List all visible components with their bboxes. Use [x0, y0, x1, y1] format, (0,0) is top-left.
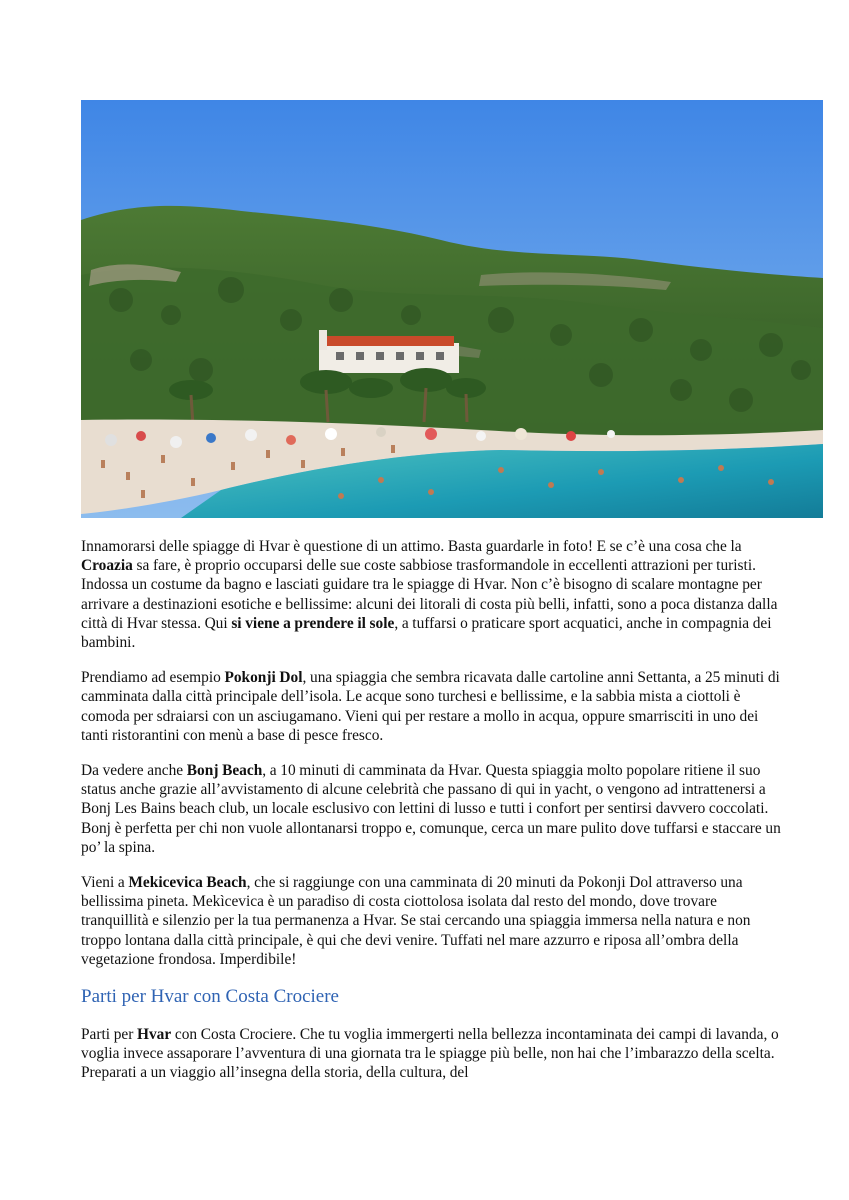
paragraph-text: con Costa Crociere. Che tu voglia immergerti nella bellezza incontaminata dei campi di lavanda, o voglia invece assaporare l’avventura di una giornata tra le spiagge più belle, non hai che l’imbarazzo della scelta. Preparati a un viaggio all’insegna della storia, della cultura, del [81, 1026, 779, 1082]
article-body [81, 537, 781, 1099]
beach-photo-illustration [81, 100, 823, 518]
paragraph-text: Innamorarsi delle spiagge di Hvar è questione di un attimo. Basta guardarle in foto! E se c’è una cosa che la [81, 538, 742, 555]
paragraph-text: , una spiaggia che sembra ricavata dalle cartoline anni Settanta, a 25 minuti di camminata dalla città principale dell’isola. Le acque sono turchesi e bellissime, e la sabbia mista a ciottoli è comoda per sdraiarsi con un asciugamano. Vieni qui per restare a mollo in acqua, oppure smarrisciti in uno dei tanti ristorantini con menù a base di pesce fresco. [81, 669, 780, 744]
beach-photo [81, 100, 823, 518]
paragraph-text: Vieni a [81, 874, 129, 892]
paragraph-text: Da vedere anche [81, 762, 187, 780]
bold-hvar: Hvar [137, 1026, 172, 1044]
section-heading: Parti per Hvar con Costa Crociere [81, 986, 339, 1008]
bold-croazia: Croazia [81, 557, 133, 575]
paragraph-bonj-beach [81, 761, 781, 857]
paragraph-intro [81, 537, 781, 652]
paragraph-mekicevica [81, 873, 781, 969]
paragraph-text: , a 10 minuti di camminata da Hvar. Questa spiaggia molto popolare ritiene il suo status anche grazie all’avvistamento di alcune celebrità che passano di qui in yacht, o vengono ad intrattenersi a Bonj Les Bains beach club, un locale esclusivo con lettini di lusso e tutti i confort per sentirsi davvero coccolati. Bonj è perfetta per chi non vuole allontanarsi troppo e, comunque, cerca un mare pulito dove tuffarsi e staccare un po’ la spina. [81, 762, 781, 856]
paragraph-costa-crociere [81, 1025, 781, 1083]
bold-pokonji-dol: Pokonji Dol [224, 669, 303, 687]
bold-bonj-beach: Bonj Beach [186, 762, 263, 780]
paragraph-pokonji-dol [81, 668, 781, 745]
paragraph-text: Prendiamo ad esempio [81, 669, 225, 687]
beach-house [319, 330, 459, 373]
paragraph-text: , a tuffarsi o praticare sport acquatici, anche in compagnia dei bambini. [81, 614, 772, 652]
bold-prendere-sole: si viene a prendere il sole [231, 614, 395, 632]
paragraph-text: , che si raggiunge con una camminata di 20 minuti da Pokonji Dol attraverso una bellissima pineta. Mekìcevica è un paradiso di costa ciottolosa isolata dal resto del mondo, dove trovare tranquillità e silenzio per la tua permanenza a Hvar. Se stai cercando una spiaggia immersa nella natura e non troppo lontana dalla città principale, è qui che devi venire. Tuffati nel mare azzurro e riposa all’ombra della vegetazione frondosa. Imperdibile! [81, 874, 751, 968]
paragraph-text: sa fare, è proprio occuparsi delle sue coste sabbiose trasformandole in eccellenti attrazioni per turisti. Indossa un costume da bagno e lasciati guidare tra le spiagge di Hvar. Non c’è bisogno di scalare montagne per arrivare a destinazioni esotiche e bellissime: alcuni dei litorali di costa più belli, infatti, sono a poca distanza dalla città di Hvar stessa. Qui [81, 557, 778, 632]
bold-mekicevica-beach: Mekicevica Beach [128, 874, 247, 892]
paragraph-text: Parti per [81, 1026, 138, 1044]
